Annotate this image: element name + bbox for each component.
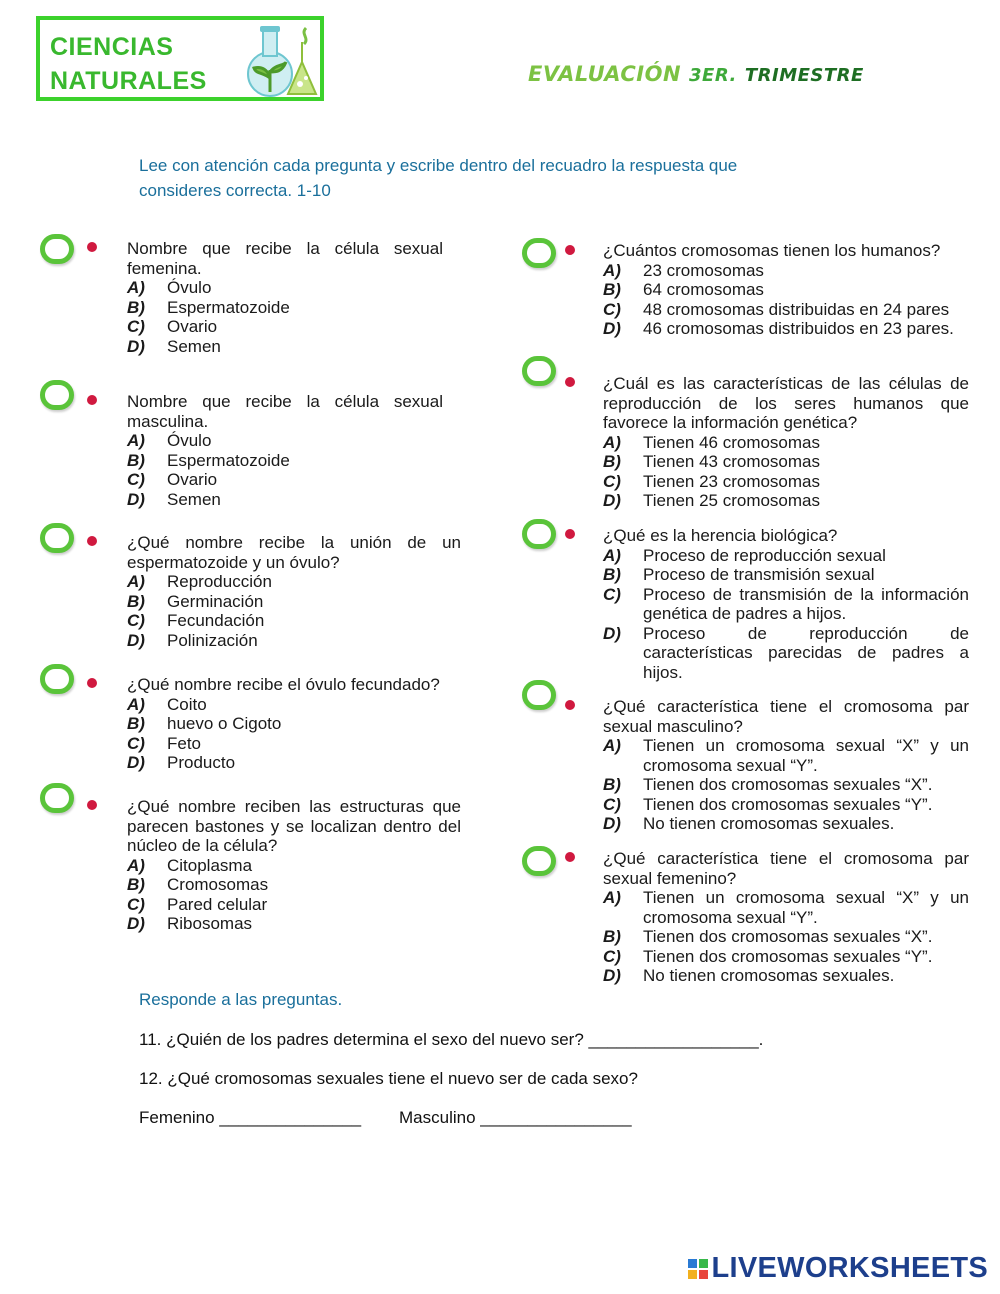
question-5: ¿Qué nombre reciben las estructuras que parecen bastones y se localizan dentro del núcleo de la célula? A) Citoplasma B) Cromosomas C) Pared celular D) Ribosomas <box>127 797 461 933</box>
answer-box-1[interactable] <box>40 234 74 264</box>
bullet-dot <box>565 700 575 710</box>
answer-box-9[interactable] <box>522 680 556 710</box>
answer-box-3[interactable] <box>40 523 74 553</box>
question-8: ¿Qué es la herencia biológica? A) Proceso de reproducción sexual B) Proceso de transmisión sexual C) Proceso de transmisión de la información genética de padres a hijos. D) Proceso de reproducción de características parecidas de padres a hijos. <box>603 526 969 682</box>
bullet-dot <box>87 800 97 810</box>
flask-icon <box>240 22 324 100</box>
logo <box>36 16 324 101</box>
bullet-dot <box>565 529 575 539</box>
bullet-dot <box>565 852 575 862</box>
femenino-answer[interactable]: Femenino _______________ <box>139 1108 362 1127</box>
logo-text: CIENCIAS NATURALES <box>50 33 207 95</box>
answer-box-6[interactable] <box>522 238 556 268</box>
masculino-answer[interactable]: Masculino ________________ <box>399 1108 632 1127</box>
bullet-dot <box>87 395 97 405</box>
question-7: ¿Cuál es las características de las células de reproducción de los seres humanos que favorece la información genética? A) Tienen 46 cromosomas B) Tienen 43 cromosomas C) Tienen 23 cromosomas D) Tienen 25 cromosomas <box>603 374 969 510</box>
question-10: ¿Qué característica tiene el cromosoma par sexual femenino? A) Tienen un cromosoma sexual “X” y un cromosoma sexual “Y”. B) Tienen dos cromosomas sexuales “X”. C) Tienen dos cromosomas sexuales “Y”. D) No tienen cromosomas sexuales. <box>603 849 969 985</box>
bullet-dot <box>87 536 97 546</box>
answer-box-8[interactable] <box>522 519 556 549</box>
question-9: ¿Qué característica tiene el cromosoma par sexual masculino? A) Tienen un cromosoma sexual “X” y un cromosoma sexual “Y”. B) Tienen dos cromosomas sexuales “X”. C) Tienen dos cromosomas sexuales “Y”. D) No tienen cromosomas sexuales. <box>603 697 969 833</box>
bullet-dot <box>87 242 97 252</box>
bullet-dot <box>565 245 575 255</box>
question-11: 11. ¿Quién de los padres determina el sexo del nuevo ser? __________________. <box>139 1030 764 1049</box>
bullet-dot <box>87 678 97 688</box>
question-3: ¿Qué nombre recibe la unión de un espermatozoide y un óvulo? A) Reproducción B) Germinación C) Fecundación D) Polinización <box>127 533 461 650</box>
question-6: ¿Cuántos cromosomas tienen los humanos? A) 23 cromosomas B) 64 cromosomas C) 48 cromosomas distribuidas en 24 pares D) 46 cromosomas distribuidos en 23 pares. <box>603 241 954 338</box>
liveworksheets-icon <box>688 1259 708 1279</box>
question-4: ¿Qué nombre recibe el óvulo fecundado? A) Coito B) huevo o Cigoto C) Feto D) Producto <box>127 675 440 772</box>
answer-box-2[interactable] <box>40 380 74 410</box>
bullet-dot <box>565 377 575 387</box>
answer-box-10[interactable] <box>522 846 556 876</box>
question-12: 12. ¿Qué cromosomas sexuales tiene el nuevo ser de cada sexo? <box>139 1069 638 1088</box>
page-title: EVALUACIÓN 3ER. TRIMESTRE <box>528 62 864 86</box>
answer-box-5[interactable] <box>40 783 74 813</box>
answer-box-7[interactable] <box>522 356 556 386</box>
answer-box-4[interactable] <box>40 664 74 694</box>
instructions: Lee con atención cada pregunta y escribe dentro del recuadro la respuesta que consideres correcta. 1-10 <box>139 156 738 200</box>
watermark: LIVEWORKSHEETS <box>688 1252 989 1285</box>
question-1: Nombre que recibe la célula sexual femenina. A) Óvulo B) Espermatozoide C) Ovario D) Semen <box>127 239 443 356</box>
question-2: Nombre que recibe la célula sexual masculina. A) Óvulo B) Espermatozoide C) Ovario D) Semen <box>127 392 443 509</box>
section-heading: Responde a las preguntas. <box>139 990 343 1009</box>
